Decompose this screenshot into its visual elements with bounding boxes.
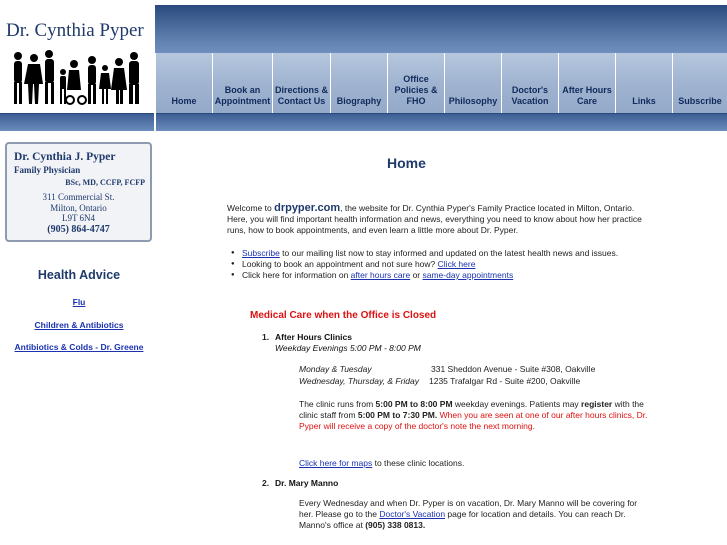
address-line-1: 311 Commercial St. [42,192,115,202]
para-text: with the clinic staff from [299,399,644,420]
para-text: Every Wednesday and when Dr. Pyper is on vacation, Dr. Mary Manno will be covering for her. Please go to the [299,498,638,519]
same-day-appointments-link[interactable]: same-day appointments [422,270,514,280]
para-text: to these clinic locations. [372,458,465,468]
clinic-hours-paragraph [299,399,649,432]
maps-paragraph [299,458,649,469]
maps-link[interactable]: Click here for maps [299,458,373,468]
nav-biography[interactable] [330,53,387,113]
nav-links[interactable] [615,53,672,113]
list-item [242,248,618,259]
bullet-text: to our mailing list now to stay informed and updated on the latest health news and issues. [279,248,619,258]
intro-text: Welcome to [227,203,275,213]
after-hours-heading: After Hours Clinics [275,332,352,342]
para-text: page for location and details. You can reach Dr. Manno's office at [299,509,626,530]
nav-philosophy[interactable] [444,53,501,113]
para-text: The clinic runs from [299,399,376,409]
nav-label: Doctor's Vacation [511,85,549,106]
nav-doctor-s-vacation[interactable] [501,53,558,113]
bullet-text: or [410,270,423,280]
para-bold: register [581,399,613,409]
closed-office-heading: Medical Care when the Office is Closed [250,310,437,321]
logo-title: Dr. Cynthia Pyper [6,20,144,41]
para-red-note: When you are seen at one of our after hours clinics, Dr. Pyper will receive a copy of the doctor's note the next morning. [299,410,648,431]
nav-label: Subscribe [678,96,722,106]
dr-manno-heading: Dr. Mary Manno [275,478,339,488]
header-stripe [0,113,727,131]
bullet-text: Looking to book an appointment and not sure how? [242,259,438,269]
family-silhouette-icon [8,50,148,106]
list-item [242,270,513,281]
subscribe-link[interactable]: Subscribe [242,248,280,258]
list-item [242,259,475,270]
after-hours-care-link[interactable]: after hours care [350,270,411,280]
address-line-3: L9T 6N4 [61,213,96,223]
health-link-children-antibiotics[interactable]: Children & Antibiotics [34,320,124,330]
header-band [155,5,727,53]
nav-label: Links [632,96,656,106]
nav-book-an-appointment[interactable] [212,53,272,113]
para-text: weekday evenings. Patients may [452,399,582,409]
site-name: drpyper.com [274,202,341,214]
intro-paragraph [227,203,657,236]
health-link-flu[interactable]: Flu [72,297,86,307]
main-navigation [155,53,727,113]
nav-directions-contact-us[interactable] [272,53,330,113]
nav-label: Home [171,96,197,106]
book-click-here-link[interactable]: Click here [437,259,476,269]
nav-label: Directions & Contact Us [274,85,328,106]
nav-label: Philosophy [448,96,498,106]
schedule-day: Monday & Tuesday [299,364,372,374]
nav-home[interactable] [155,53,212,113]
schedule-address: 331 Sheddon Avenue - Suite #308, Oakville [431,364,596,374]
after-hours-subheading: Weekday Evenings 5:00 PM - 8:00 PM [275,343,421,353]
health-advice-heading: Health Advice [37,268,121,282]
health-link-antibiotics-colds[interactable]: Antibiotics & Colds - Dr. Greene [14,342,144,352]
list-number: 2. [262,478,270,488]
address-line-2: Milton, Ontario [50,202,107,213]
nav-label: After Hours Care [562,85,612,106]
schedule-address: 1235 Trafalgar Rd - Suite #200, Oakville [429,376,581,386]
dr-manno-phone: (905) 338 0813. [365,520,426,530]
doctor-title: Family Physician [14,165,81,175]
site-logo[interactable] [0,0,155,113]
doctor-credentials: BSc, MD, CCFP, FCFP [65,178,145,187]
dr-manno-paragraph [299,498,649,531]
bullet-text: Click here for information on [242,270,351,280]
office-address [7,192,150,224]
doctors-vacation-link[interactable]: Doctor's Vacation [379,509,446,519]
stripe-divider [154,113,156,131]
list-number: 1. [262,332,270,342]
para-bold: 5:00 PM to 7:30 PM. [357,410,438,420]
doctor-name: Dr. Cynthia J. Pyper [14,151,116,163]
nav-label: Office Policies & FHO [394,74,438,106]
page-title: Home [387,155,426,171]
para-bold: 5:00 PM to 8:00 PM [375,399,453,409]
nav-label: Book an Appointment [214,85,271,106]
nav-after-hours-care[interactable] [558,53,615,113]
schedule-day: Wednesday, Thursday, & Friday [299,376,419,386]
nav-subscribe[interactable] [672,53,727,113]
office-phone: (905) 864-4747 [47,224,110,235]
nav-office-policies-fho[interactable] [387,53,444,113]
nav-label: Biography [336,96,382,106]
intro-text-rest: , the website for Dr. Cynthia Pyper's Family Practice located in Milton, Ontario. Here, you will find important health information and news, everything you need to know about how her practice runs, how to book appointments, and even learn a little more about Dr. Pyper. [227,203,642,235]
contact-card [5,142,152,242]
